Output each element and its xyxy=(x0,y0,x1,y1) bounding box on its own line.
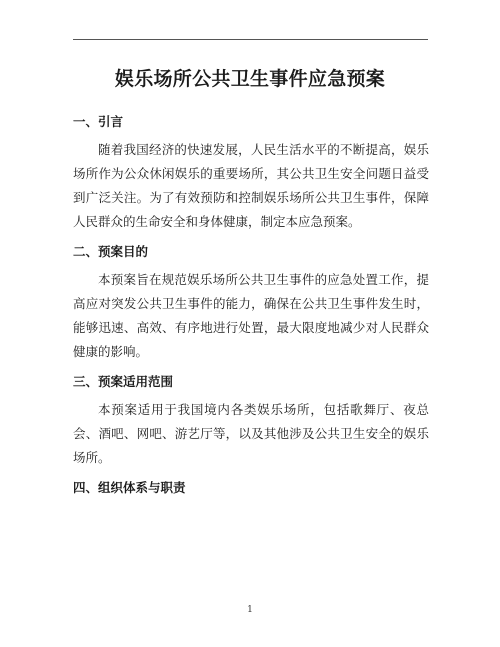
section-paragraph-purpose: 本预案旨在规范娱乐场所公共卫生事件的应急处置工作，提高应对突发公共卫生事件的能力，确保在公共卫生事件发生时，能够迅速、高效、有序地进行处置，最大限度地减少对人民群众健康的影响。 xyxy=(73,272,429,359)
section-paragraph-scope: 本预案适用于我国境内各类娱乐场所，包括歌舞厅、夜总会、酒吧、网吧、游艺厅等，以及其他涉及公共卫生安全的娱乐场所。 xyxy=(73,402,429,465)
section-heading-introduction: 一、引言 xyxy=(73,114,124,129)
section-heading-organization: 四、组织体系与职责 xyxy=(73,480,186,495)
section-heading-scope: 三、预案适用范围 xyxy=(73,374,174,389)
section-heading-purpose: 二、预案目的 xyxy=(73,244,149,259)
section-paragraph-introduction: 随着我国经济的快速发展，人民生活水平的不断提高，娱乐场所作为公众休闲娱乐的重要场所，其公共卫生安全问题日益受到广泛关注。为了有效预防和控制娱乐场所公共卫生事件，保障人民群众的生命安全和身体健康，制定本应急预案。 xyxy=(73,142,429,229)
page-number: 1 xyxy=(247,605,253,615)
header-rule xyxy=(73,39,428,40)
document-title: 娱乐场所公共卫生事件应急预案 xyxy=(114,68,386,90)
document-body xyxy=(73,104,429,500)
